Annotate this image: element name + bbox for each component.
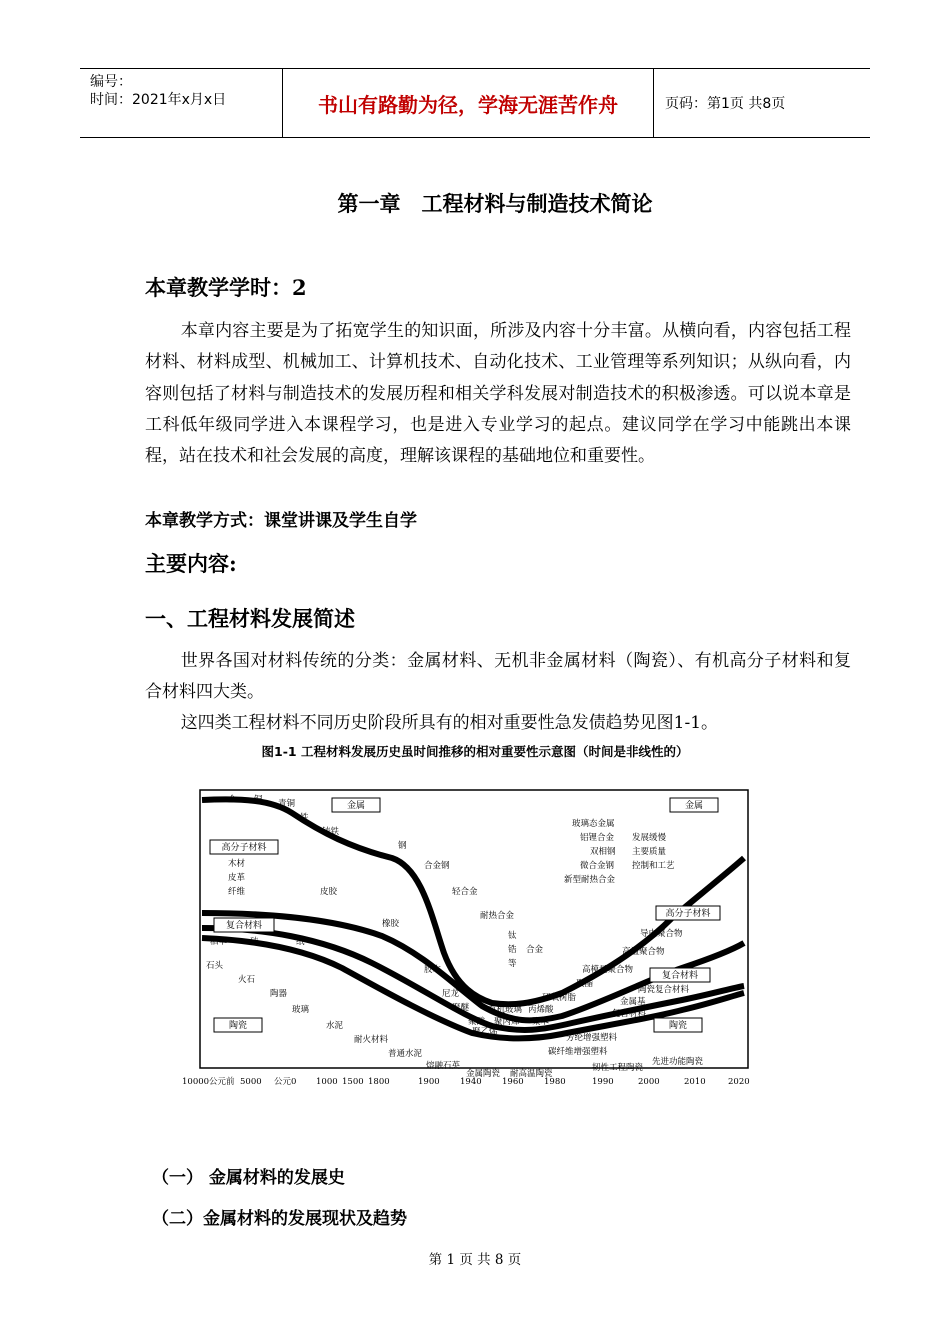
label-wood: 木材 [228,859,246,869]
chapter-title: 第一章 工程材料与制造技术简论 [337,192,653,216]
label-func-ceramic: 先进功能陶瓷 [652,1057,704,1067]
label-paper: 纸 [296,937,305,947]
label-flint: 火石 [238,975,256,985]
label-alloy-steel: 合金钢 [424,861,450,871]
label-micro-alloy: 微合金钢 [580,861,615,871]
subsection-1: （一） 金属材料的发展史 [152,1168,345,1188]
label-carbon-frp: 碳纤维增强塑料 [548,1047,608,1057]
tick-label: 1800 [368,1077,390,1087]
label-aramid: 芳纶增强塑料 [566,1033,618,1043]
label-light-alloy: 轻合金 [452,887,478,897]
label-stone: 石头 [206,961,224,971]
label-slow: 发展缓慢 [632,833,667,843]
label-refractory: 耐火材料 [354,1035,389,1045]
label-polyamide: 聚酸 [468,1017,486,1027]
label-metal-comp1: 金属基 [620,997,646,1007]
figure-caption: 图1-1 工程材料发展历史虽时间推移的相对重要性示意图（时间是非线性的） [261,744,689,759]
date-label: 时间：2021年x月x日 [90,92,227,108]
box-polymer-right-label: 高分子材料 [665,909,711,919]
main-content-heading: 主要内容: [145,551,237,576]
label-conductive: 导电聚合物 [640,929,683,939]
label-pvc: 丙烯酸 [528,1005,554,1015]
label-zr: 锆 [508,945,517,955]
label-nylon: 尼龙 [442,989,460,999]
label-metal-comp2: 复合材料 [612,1009,647,1019]
label-epoxy: 环氧树脂 [542,993,577,1003]
tick-label: 1990 [592,1077,614,1087]
label-pet: 聚苯 [532,1017,550,1027]
label-pe: 聚乙烯 [472,1027,498,1037]
label-glassy-metal: 玻璃态金属 [572,819,615,829]
tick-label: 2020 [728,1077,750,1087]
header-page-info: 页码：第1页 共8页 [665,96,786,112]
label-straw: 稻草 [210,937,228,947]
x-axis [182,1076,750,1087]
header-meta [90,69,280,141]
label-al-li: 铝锂合金 [580,833,615,843]
label-ht-ceramic: 耐高温陶瓷 [510,1069,553,1079]
box-ceramic-right-label: 陶瓷 [668,1021,688,1031]
label-fiber: 纤维 [228,887,246,897]
tick-label: 公元0 [274,1077,297,1087]
header-motto: 书山有路勤为径，学海无涯苦作舟 [282,69,654,137]
teaching-method: 本章教学方式：课堂讲课及学生自学 [145,511,417,531]
section1-heading: 一、工程材料发展简述 [145,607,355,631]
tick-label: 2000 [638,1077,660,1087]
materials-history-figure [182,778,752,1090]
label-gold: 金 [228,795,237,805]
label-polyester: 聚酯 [576,979,594,989]
box-metal-right-label: 金属 [684,801,704,811]
tick-label: 1960 [502,1077,524,1087]
page-footer: 第 1 页 共 8 页 [428,1252,522,1268]
label-hp-poly: 高温聚合物 [622,947,665,957]
label-fused-silica: 熔融石英 [426,1061,461,1071]
section1-para1: 世界各国对材料传统的分类：金属材料、无机非金属材料（陶瓷）、有机高分子材料和复合材料四大类。 [145,651,851,703]
box-composite-left-label: 复合材料 [225,921,263,931]
label-ti: 钛 [508,931,517,941]
label-cast-iron: 铸铁 [322,827,340,837]
label-hm-poly: 高模量聚合物 [582,965,634,975]
label-control: 控制和工艺 [632,861,675,871]
label-bronze: 青铜 [278,799,296,809]
label-polyether: 聚醚 [452,1003,470,1013]
label-cement: 水泥 [326,1021,344,1031]
label-glass: 玻璃 [292,1005,310,1015]
intro-paragraph: 本章内容主要是为了拓宽学生的知识面，所涉及内容十分丰富。从横向看，内容包括工程材料、材料成型、机械加工、计算机技术、自动化技术、工业管理等系列知识；从纵向看，内容则包括了材料与制造技术的发展历程和相关学科发展对制造技术的积极渗透。可以说本章是工科低年级同学进入本课程学习，也是进入专业学习的起点。建议同学在学习中能跳出本课程，站在技术和社会发展的高度，理解该课程的基础地位和重要性。 [145,321,851,467]
label-ceramic-comp: 陶瓷复合材料 [638,985,690,995]
label-new-heat: 新型耐热合金 [564,875,616,885]
box-ceramic-left-label: 陶瓷 [228,1021,248,1031]
label-etc: 等 [508,959,517,969]
teaching-hours: 本章教学学时：2 [145,275,307,300]
label-dual-steel: 双相钢 [590,847,616,857]
tick-label: 1900 [418,1077,440,1087]
page-header [80,68,870,138]
label-steel: 钢 [398,841,407,851]
label-leather: 皮革 [228,873,246,883]
tick-label: 10000公元前 [182,1077,235,1087]
label-iron: 铁 [300,813,309,823]
tick-label: 1940 [460,1077,482,1087]
label-bakelite: 胶木 [424,965,442,975]
subsection-2: （二）金属材料的发展现状及趋势 [152,1209,407,1229]
tick-label: 2010 [684,1077,706,1087]
label-org-glass: 有机玻璃 [488,1005,523,1015]
box-metal-left-label: 金属 [346,801,366,811]
label-brick: 砖 [250,937,259,947]
label-pottery: 陶器 [270,989,288,999]
label-hide-glue: 皮胶 [320,887,338,897]
tick-label: 1000 [316,1077,338,1087]
label-metal-ceramic: 金属陶瓷 [466,1069,501,1079]
label-quality: 主要质量 [632,847,667,857]
tick-label: 1980 [544,1077,566,1087]
tick-label: 5000 [240,1077,262,1087]
section1-para2: 这四类工程材料不同历史阶段所具有的相对重要性急发债趋势见图1-1。 [180,713,719,733]
label-copper: 铜 [254,795,263,805]
box-polymer-left-label: 高分子材料 [221,843,267,853]
box-composite-right-label: 复合材料 [661,971,699,981]
label-heat-alloy: 耐热合金 [480,911,515,921]
tick-label: 1500 [342,1077,364,1087]
label-alloy: 合金 [526,945,544,955]
label-rubber: 橡胶 [382,919,400,929]
label-pp: 聚丙烯 [494,1017,520,1027]
label-portland: 普通水泥 [388,1049,423,1059]
number-label: 编号： [90,74,132,90]
label-tough-ceramic: 韧性工程陶瓷 [592,1063,644,1073]
